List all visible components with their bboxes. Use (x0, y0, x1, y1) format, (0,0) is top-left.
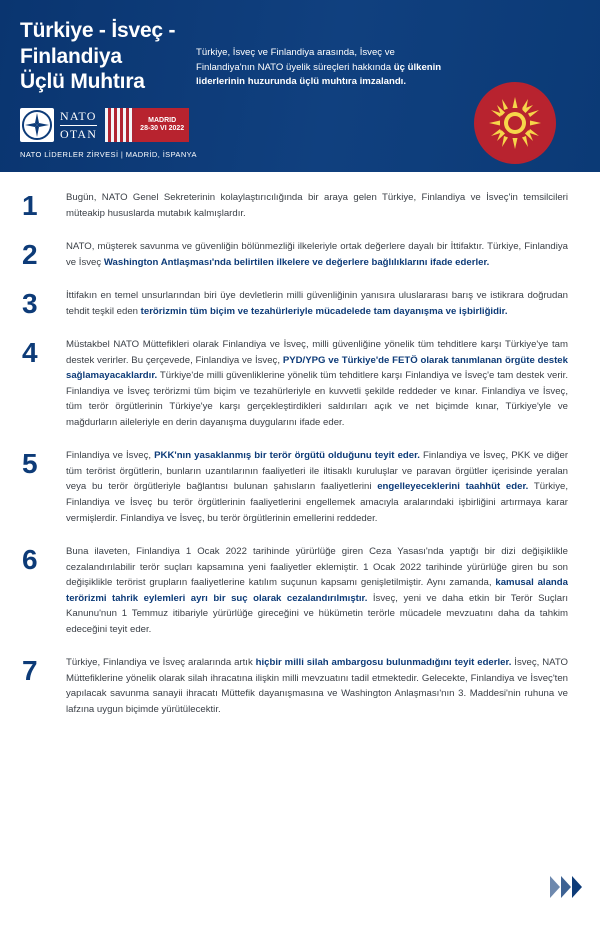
page-title-line2: Üçlü Muhtıra (20, 70, 145, 94)
item-text (66, 190, 578, 221)
item-text-emphasis: hiçbir milli silah ambargosu bulunmadığını teyit ederler. (255, 657, 512, 669)
item-text-part: İttifakın en temel unsurlarından biri üye devletlerin milli güvenliğinin yanısıra uluslararası barış ve istikrara doğrudan tehdit teşkil eden (66, 290, 568, 317)
turkey-presidency-emblem-icon (476, 84, 554, 162)
nato-divider (60, 125, 97, 126)
header-subtitle-text: Türkiye, İsveç ve Finlandiya arasında, İsveç ve Finlandiya'nın NATO üyelik süreçleri hakkında (196, 47, 395, 73)
item-text-emphasis: terörizmin tüm biçim ve tezahürleriyle mücadelede tam dayanışma ve işbirliğidir. (140, 305, 508, 317)
list-item (0, 337, 600, 430)
item-number: 4 (22, 337, 38, 369)
item-text-part: NATO, müşterek savunma ve güvenliğin bölünmezliği ilkeleriyle ortak değerlere dayalı bir İttifaktır. Türkiye, Finlandiya ve İsveç (66, 241, 568, 268)
nato-label: NATO (60, 109, 97, 124)
item-text-part: Müstakbel NATO Müttefikleri olarak Finlandiya ve İsveç, milli güvenliğine yönelik tüm tehditlere karşı Türkiye'ye tam destek verirler. Bu çerçevede, Finlandiya ve İsveç, (66, 339, 568, 366)
item-text (66, 288, 578, 319)
item-text-part: Finlandiya ve İsveç, (66, 450, 155, 462)
item-text (66, 655, 578, 717)
item-text-emphasis: engelleyeceklerini taahhüt eder. (377, 481, 529, 493)
memorandum-items (0, 190, 600, 717)
list-item (0, 448, 600, 526)
item-text (66, 239, 578, 270)
item-text-part: Türkiye, Finlandiya ve İsveç aralarında artık (66, 657, 256, 669)
item-number: 1 (22, 190, 38, 221)
header-banner (0, 0, 600, 172)
list-item (0, 544, 600, 637)
list-item (0, 239, 600, 270)
item-number: 3 (22, 288, 38, 320)
nato-summit-logo (20, 106, 200, 159)
item-text-emphasis: PYD/YPG ve Türkiye'de FETÖ olarak tanımlanan örgüte destek sağlamayacaklardır. (66, 354, 568, 382)
madrid-badge (135, 108, 189, 142)
otan-label: OTAN (60, 126, 98, 141)
item-number: 7 (22, 655, 38, 687)
item-text-part: Türkiye, Finlandiya ve İsveç bu terör örgütlerinin faaliyetlerini engellemek amacıyla aralarındaki işbirliğini artırmaya karar vermişlerdir. Finlandiya ve İsveç, bu terör örgütlerinin emellerini reddeder. (66, 481, 568, 524)
item-text-part: İsveç, yeni ve daha etkin bir Terör Suçları Kanunu'nun 1 Temmuz itibariyle yürürlüğe gireceğini ve hükümetin terörle mücadele mevzuatını daha da tahkim edeceğini teyit eder. (66, 592, 568, 635)
chevron-part (561, 876, 571, 898)
item-text-part: Türkiye'de milli güvenliklerine yönelik tüm tehditlere karşı Finlandiya ve İsveç'e tam destek verir. Finlandiya ve İsveç terörizmi tüm biçim ve tezahürleriyle en kuvvetli şekilde reddeder ve kınar. Finlandiya ve İsveç, tüm terör örgütlerinin Türkiye'ye karşı gerçekleştirdikleri saldırıları açık ve net biçimde kınar, Türkiye'yle ve mağdurların aileleriyle en derin dayanışma duygularını ifade eder. (66, 370, 568, 428)
item-text (66, 544, 578, 637)
list-item (0, 190, 600, 221)
summit-caption: NATO LİDERLER ZİRVESİ | MADRİD, İSPANYA (20, 150, 197, 159)
item-text-part: Finlandiya ve İsveç, PKK ve diğer tüm terörist örgütlerin, bunların uzantılarının faaliyetleri ile iltisaklı kuruluşlar ve paravan örgütler içerisinde yeralan veya bu terör örgütleriyle bağlantısı bulunan şahısların faaliyetlerini (66, 450, 569, 493)
chevron-part (550, 876, 560, 898)
madrid-label: MADRID (148, 116, 177, 124)
item-text (66, 448, 578, 526)
chevron-right-icon (550, 876, 582, 898)
nato-logo-row (20, 106, 200, 144)
chevron-part (572, 876, 582, 898)
list-item (0, 288, 600, 319)
item-number: 2 (22, 239, 38, 271)
item-number: 5 (22, 448, 38, 480)
item-text-part: Buna ilaveten, Finlandiya 1 Ocak 2022 tarihinde yürürlüğe giren Ceza Yasası'nda yaptığı bir dizi değişiklikle cezalandırılabilir terör suçları kapsamına yeni faaliyetler eklemiştir. 1 Ocak 2022 tarihinde yürürlüğe giren bu son değişiklikle terörist grupların faaliyetlerine katılım suçunun kapsamı genişletilmiştir. Aynı zamanda, (66, 546, 568, 589)
item-text-part: Bugün, NATO Genel Sekreterinin kolaylaştırıcılığında bir araya gelen Türkiye, Finlandiya ve İsveç'in temsilcileri müteakip hususlarda mutabık kalmışlardır. (66, 192, 568, 219)
page-title (20, 18, 200, 95)
nato-compass-icon (20, 108, 54, 142)
item-number: 6 (22, 544, 38, 576)
item-text-part: İsveç, NATO Müttefiklerine yönelik olarak silah ihracatına ilişkin milli mevzuatını tadil etmektedir. Gelecekte, Finlandiya ve İsveç'ten yapılacak savunma sanayii ihracatı Müttefik dayanışmasına ve Washington Anlaşması'nın 3. Maddesi'nin ruhuna ve lafzına uygun biçimde yürütülecektir. (66, 657, 569, 715)
madrid-dates: 28-30 VI 2022 (140, 125, 185, 132)
item-text-emphasis: kamusal alanda terörizmi tahrik eylemleri ayrı bir suç olarak cezalandırılmıştır. (66, 577, 568, 604)
list-item (0, 655, 600, 717)
page-title-line1: Türkiye - İsveç - Finlandiya (20, 19, 176, 68)
madrid-summit-logo (105, 108, 189, 142)
item-text-emphasis: Washington Antlaşması'nda belirtilen ilkelere ve değerlere bağlılıklarını ifade ederler. (103, 256, 490, 268)
header-subtitle (196, 46, 446, 90)
madrid-stripes-icon (105, 108, 135, 142)
item-text (66, 337, 578, 430)
item-text-emphasis: PKK'nın yasaklanmış bir terör örgütü olduğunu teyit eder. (154, 450, 420, 462)
header-subtitle-emphasis: üç ülkenin liderlerinin huzurunda üçlü muhtıra imzalandı. (196, 61, 442, 88)
nato-otan-wordmark (60, 109, 97, 140)
